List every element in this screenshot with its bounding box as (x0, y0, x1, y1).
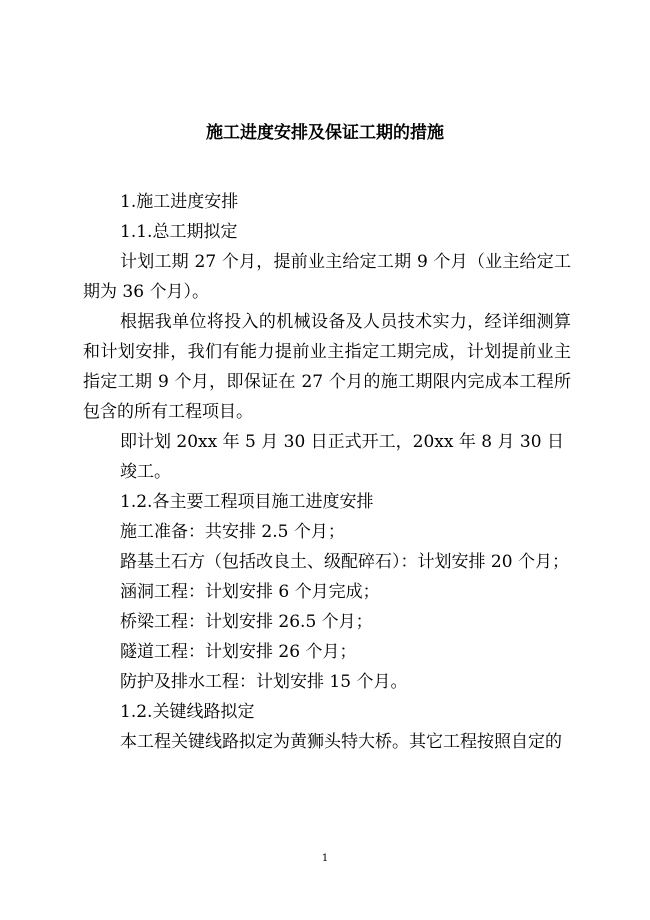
schedule-item-bridge: 桥梁工程：计划安排 26.5 个月； (120, 612, 373, 632)
page-number: 1 (321, 853, 329, 864)
schedule-item-earthwork: 路基土石方（包括改良土、级配碎石）：计划安排 20 个月； (120, 552, 569, 572)
document-body (83, 187, 571, 757)
schedule-item-tunnel: 隧道工程：计划安排 26 个月； (120, 642, 357, 662)
heading-1-2: 1.2.各主要工程项目施工进度安排 (120, 492, 374, 512)
heading-1-1: 1.1.总工期拟定 (120, 222, 238, 242)
schedule-item-preparation: 施工准备：共安排 2.5 个月； (120, 522, 345, 542)
document-title: 施工进度安排及保证工期的措施 (206, 123, 444, 143)
heading-1: 1.施工进度安排 (120, 192, 239, 212)
heading-critical-path: 1.2.关键线路拟定 (120, 702, 255, 722)
schedule-item-drainage: 防护及排水工程：计划安排 15 个月。 (120, 672, 408, 692)
paragraph-capability: 根据我单位将投入的机械设备及人员技术实力，经详细测算和计划安排，我们有能力提前业主指定工期完成，计划提前业主指定工期 9 个月，即保证在 27 个月的施工期限内完成本工程所包含的所有工程项目。 (83, 312, 571, 422)
paragraph-start-end-dates: 即计划 20xx 年 5 月 30 日正式开工，20xx 年 8 月 30 日竣工。 (120, 432, 564, 482)
schedule-item-culvert: 涵洞工程：计划安排 6 个月完成； (120, 582, 380, 602)
paragraph-planned-duration: 计划工期 27 个月，提前业主给定工期 9 个月（业主给定工期为 36 个月）。 (83, 252, 571, 302)
paragraph-critical-path: 本工程关键线路拟定为黄狮头特大桥。其它工程按照自定的 (120, 732, 562, 752)
